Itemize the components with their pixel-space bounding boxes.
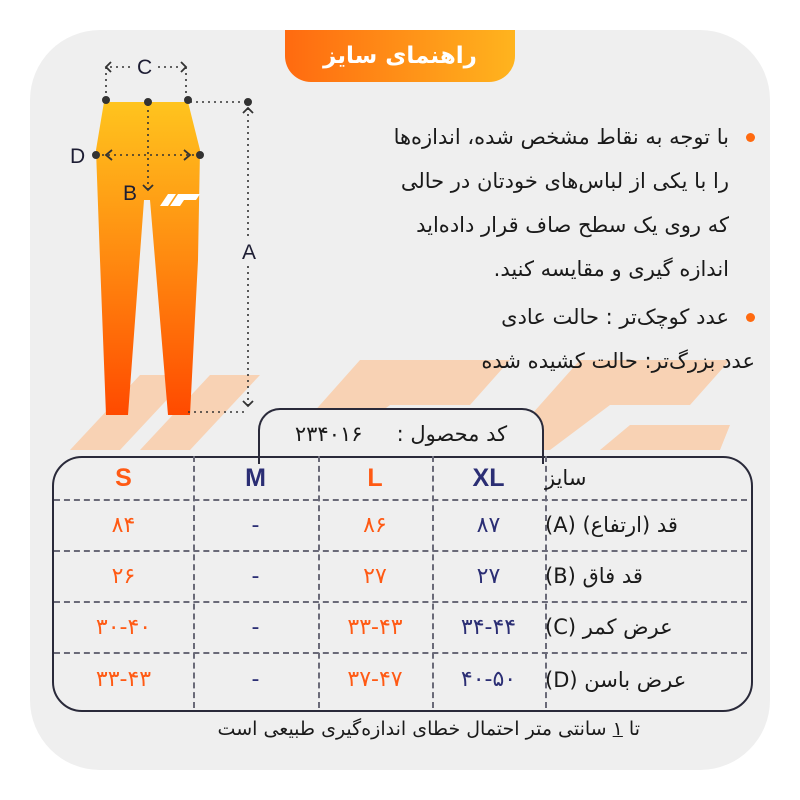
value-cell: ۳۳-۴۳ [347,614,403,640]
value-cell: ۳۳-۴۳ [95,667,152,692]
product-code-label: کد محصول : [396,422,508,446]
size-m-header: M [245,463,266,492]
row-label-waist: عرض کمر (C) [545,615,673,639]
value-cell: ۳۰-۴۰ [95,614,152,640]
label-d: D [70,145,86,168]
row-label-hip: عرض باسن (D) [545,667,687,692]
instruction-bullet [300,115,755,291]
size-header: سایز [545,466,587,490]
instruction-line: را با یکی از لباس‌های خودتان در حالی [400,169,729,193]
value-cell: ۲۷ [363,563,387,589]
value-cell: ۳۷-۴۷ [347,667,403,692]
value-cell: ۳۴-۴۴ [460,614,517,640]
row-label-rise: قد فاق (B) [545,564,643,588]
instruction-line: با توجه به نقاط مشخص شده، اندازه‌ها [393,125,729,149]
small-number-note: عدد کوچک‌تر : حالت عادی [501,305,729,329]
row-label-height: قد (ارتفاع) (A) [545,513,678,537]
value-cell: ۴۰-۵۰ [460,667,517,692]
size-xl-header: XL [472,463,505,492]
instruction-line: اندازه گیری و مقایسه کنید. [493,257,729,281]
value-cell: - [251,667,260,692]
value-cell: - [251,563,260,589]
number-legend-bullet [300,295,755,383]
value-cell: ۲۶ [111,563,136,589]
instruction-line: که روی یک سطح صاف قرار داده‌اید [416,213,729,237]
leggings-illustration [96,102,200,415]
footer-text-before: تا [622,718,640,740]
measurement-notes [300,115,755,383]
size-l-header: L [367,463,383,492]
value-cell: ۸۶ [363,512,387,538]
footer-text-after: سانتی متر احتمال خطای اندازه‌گیری طبیعی است [217,718,613,740]
label-c: C [137,56,153,79]
label-a: A [242,241,257,264]
page-title: راهنمای سایز [285,30,515,82]
value-cell: - [251,614,260,640]
value-cell: ۸۷ [476,512,501,538]
footer-number: ۱ [612,718,623,740]
size-s-header: S [115,463,132,492]
large-number-note: عدد بزرگ‌تر: حالت کشیده شده [481,349,755,373]
product-code-value: ۲۳۴۰۱۶ [294,422,363,446]
label-b: B [123,182,138,205]
measurement-error-note [80,718,640,740]
value-cell: ۲۷ [476,563,501,589]
value-cell: ۸۴ [111,512,136,538]
value-cell: - [251,512,260,538]
